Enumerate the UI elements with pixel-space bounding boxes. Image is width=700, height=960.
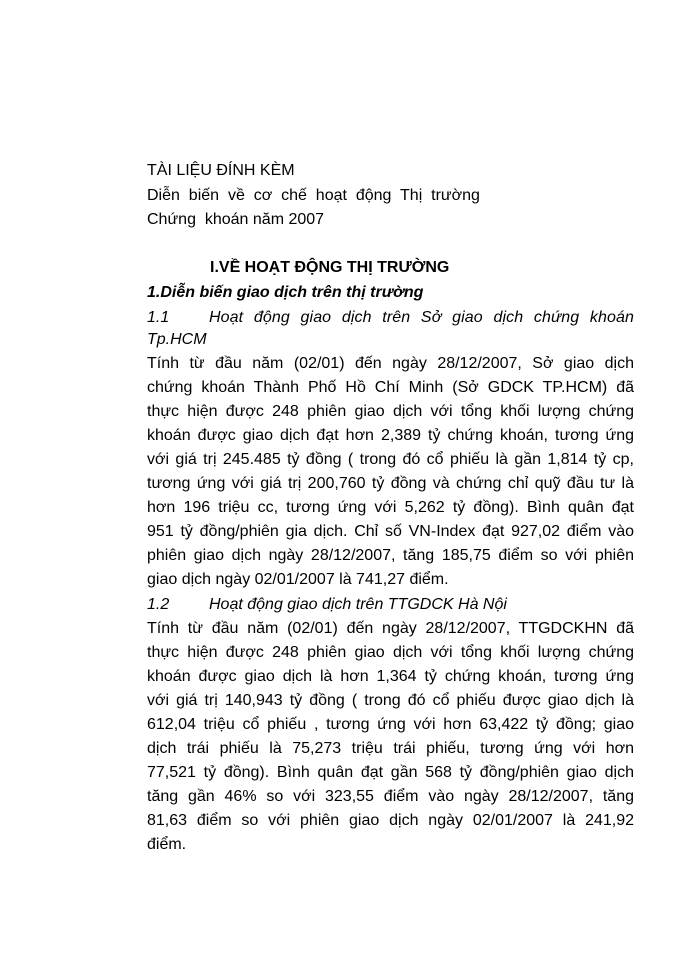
para-line: khoán được giao dịch đạt hơn 2,389 tỷ chứng khoán, tương ứng (147, 427, 634, 444)
para-line: khoán được giao dịch là hơn 1,364 tỷ chứng khoán, tương ứng (147, 668, 634, 685)
para-line: chứng khoán Thành Phố Hồ Chí Minh (Sở GDCK TP.HCM) đã (147, 379, 634, 396)
section-title: I.VỀ HOẠT ĐỘNG THỊ TRƯỜNG (210, 259, 450, 276)
heading-1-2 (147, 596, 634, 614)
heading-1-1-title: Hoạt động giao dịch trên Sở giao dịch chứng khoán (209, 309, 634, 326)
para-line: 81,63 điểm so với phiên giao dịch ngày 02/01/2007 là 241,92 (147, 812, 634, 829)
para-line: giao dịch ngày 02/01/2007 là 741,27 điểm. (147, 571, 449, 588)
para-line: phiên giao dịch ngày 28/12/2007, tăng 185,75 điểm so với phiên (147, 547, 634, 564)
para-line: Tính từ đầu năm (02/01) đến ngày 28/12/2007, Sở giao dịch (147, 355, 634, 372)
subsection-heading: 1.Diễn biến giao dịch trên thị trường (147, 284, 424, 301)
para-line: dịch trái phiếu là 75,273 triệu trái phiếu, tương ứng với hơn (147, 740, 634, 757)
attachment-heading: TÀI LIỆU ĐÍNH KÈM (147, 162, 295, 179)
para-line: 77,521 tỷ đồng). Bình quân đạt gần 568 tỷ đồng/phiên giao dịch (147, 764, 634, 781)
heading-1-2-number: 1.2 (147, 596, 170, 613)
para-line: với giá trị 140,943 tỷ đồng ( trong đó cổ phiếu được giao dịch là (147, 692, 634, 709)
para-line: với giá trị 245.485 tỷ đồng ( trong đó cổ phiếu là gần 1,814 tỷ cp, (147, 451, 634, 468)
doc-title-line-2: Chứng khoán năm 2007 (147, 211, 325, 228)
para-line: thực hiện được 248 phiên giao dịch với tổng khối lượng chứng (147, 403, 634, 420)
para-line: Tính từ đầu năm (02/01) đến ngày 28/12/2007, TTGDCKHN đã (147, 620, 634, 637)
doc-title-line-1: Diễn biến về cơ chế hoạt động Thị trường (147, 187, 480, 204)
para-line: tăng gần 46% so với 323,55 điểm vào ngày 28/12/2007, tăng (147, 788, 634, 805)
para-line: điểm. (147, 836, 187, 853)
heading-1-2-title: Hoạt động giao dịch trên TTGDCK Hà Nội (209, 596, 507, 613)
para-line: tương ứng với giá trị 200,760 tỷ đồng và chứng chỉ quỹ đầu tư là (147, 475, 634, 492)
heading-1-1 (147, 309, 634, 327)
para-line: thực hiện được 248 phiên giao dịch với tổng khối lượng chứng (147, 644, 634, 661)
heading-1-1-number: 1.1 (147, 309, 170, 326)
heading-1-1-title-cont: Tp.HCM (147, 331, 207, 348)
para-line: hơn 196 triệu cc, tương ứng với 5,262 tỷ đồng). Bình quân đạt (147, 499, 634, 516)
para-line: 612,04 triệu cổ phiếu , tương ứng với hơn 63,422 tỷ đồng; giao (147, 716, 634, 733)
para-line: 951 tỷ đồng/phiên gia dịch. Chỉ số VN-Index đạt 927,02 điểm vào (147, 523, 634, 540)
